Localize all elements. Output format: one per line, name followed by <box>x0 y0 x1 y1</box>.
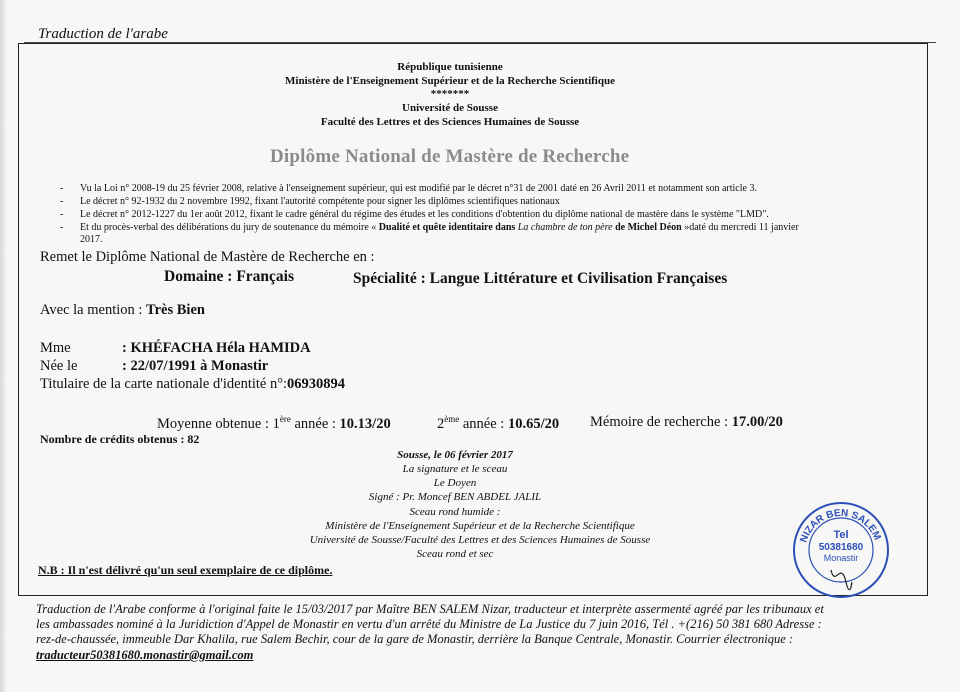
scan-edge <box>0 0 7 692</box>
stamp-ring-text: NIZAR BEN SALEM <box>798 507 883 545</box>
footer-line-1: Traduction de l'Arabe conforme à l'original faite le 15/03/2017 par Maître BEN SALEM Nizar, traducteur et interprète assermenté agréé par les tribunaux et <box>36 602 824 616</box>
memoire-grade-line: Mémoire de recherche : 17.00/20 <box>590 414 783 430</box>
sig-line-4: Sceau rond humide : <box>409 506 501 518</box>
sig-place-date: Sousse, le 06 février 2017 <box>397 449 513 461</box>
vu-item-4: - Et du procès-verbal des délibérations du jury de soutenance du mémoire « Dualité et quête identitaire dans La chambre de ton père de Michel Déon »daté du mercredi 11 janvier <box>60 222 799 233</box>
moyenne-line: Moyenne obtenue : 1ère année : 10.13/20 <box>157 414 391 432</box>
nee-label: Née le <box>40 358 78 374</box>
domaine: Domaine : Français <box>164 268 295 285</box>
remet-line: Remet le Diplôme National de Mastère de Recherche en : <box>40 249 375 265</box>
sig-line-3: Signé : Pr. Moncef BEN ABDEL JALIL <box>368 491 542 503</box>
vu-item-4-year: 2017. <box>80 234 103 245</box>
footer-line-3: rez-de-chaussée, immeuble Dar Khalila, rue Salem Bechir, cour de la gare de Monastir, derrière la Banque Centrale, Monastir. Courrier électronique : <box>36 632 794 646</box>
sig-line-6: Université de Sousse/Faculté des Lettres et des Sciences Humaines de Sousse <box>309 534 651 546</box>
diploma-title: Diplôme National de Mastère de Recherche <box>270 146 630 167</box>
mention-line: Avec la mention : Très Bien <box>40 302 205 318</box>
header-stars: ******* <box>430 88 470 100</box>
footer-email: traducteur50381680.monastir@gmail.com <box>36 648 254 662</box>
stamp-tel-number: 50381680 <box>818 542 864 553</box>
vu-item-3: - Le décret n° 2012-1227 du 1er août 2012, fixant le cadre général du régime des études et les conditions d'obtention du diplôme national de mastère dans le système "LMD". <box>60 209 769 220</box>
sig-line-2: Le Doyen <box>433 477 477 489</box>
footer-line-2: les ambassades nominé à la Juridiction d'Appel de Monastir en vertu d'un arrêté du Ministre de La Justice du 7 juin 2016, Tél . +(216) 50 381 680 Adresse : <box>36 617 822 631</box>
vu-item-1: - Vu la Loi n° 2008-19 du 25 février 2008, relative à l'enseignement supérieur, qui est modifié par le décret n°31 de 2001 daté en 26 Avril 2011 et notamment son article 3. <box>60 183 757 194</box>
signature-scribble <box>831 570 852 590</box>
nee-value: : 22/07/1991 à Monastir <box>122 358 269 374</box>
header-ministry: Ministère de l'Enseignement Supérieur et de la Recherche Scientifique <box>285 75 615 87</box>
header-university: Université de Sousse <box>402 102 498 114</box>
nb-note: N.B : Il n'est délivré qu'un seul exemplaire de ce diplôme. <box>38 563 333 577</box>
sig-line-1: La signature et le sceau <box>402 463 508 475</box>
translator-stamp <box>791 500 891 600</box>
sig-line-5: Ministère de l'Enseignement Supérieur et de la Recherche Scientifique <box>325 520 635 532</box>
header-faculty: Faculté des Lettres et des Sciences Humaines de Sousse <box>320 116 580 128</box>
cin-line: Titulaire de la carte nationale d'identité n°:06930894 <box>40 376 346 392</box>
translation-label: Traduction de l'arabe <box>38 26 168 42</box>
specialite: Spécialité : Langue Littérature et Civilisation Françaises <box>353 270 728 287</box>
mme-value: : KHÉFACHA Héla HAMIDA <box>122 340 311 356</box>
sig-line-7: Sceau rond et sec <box>416 548 494 560</box>
credits-line: Nombre de crédits obtenus : 82 <box>40 432 200 446</box>
mme-label: Mme <box>40 340 71 356</box>
stamp-tel-label: Tel <box>833 529 849 541</box>
annee2-line: 2ème année : 10.65/20 <box>437 414 560 432</box>
header-republic: République tunisienne <box>397 61 503 73</box>
stamp-city: Monastir <box>823 553 859 563</box>
vu-item-2: - Le décret n° 92-1932 du 2 novembre 1992, fixant l'autorité compétente pour signer les diplômes scientifiques nationaux <box>60 196 560 207</box>
